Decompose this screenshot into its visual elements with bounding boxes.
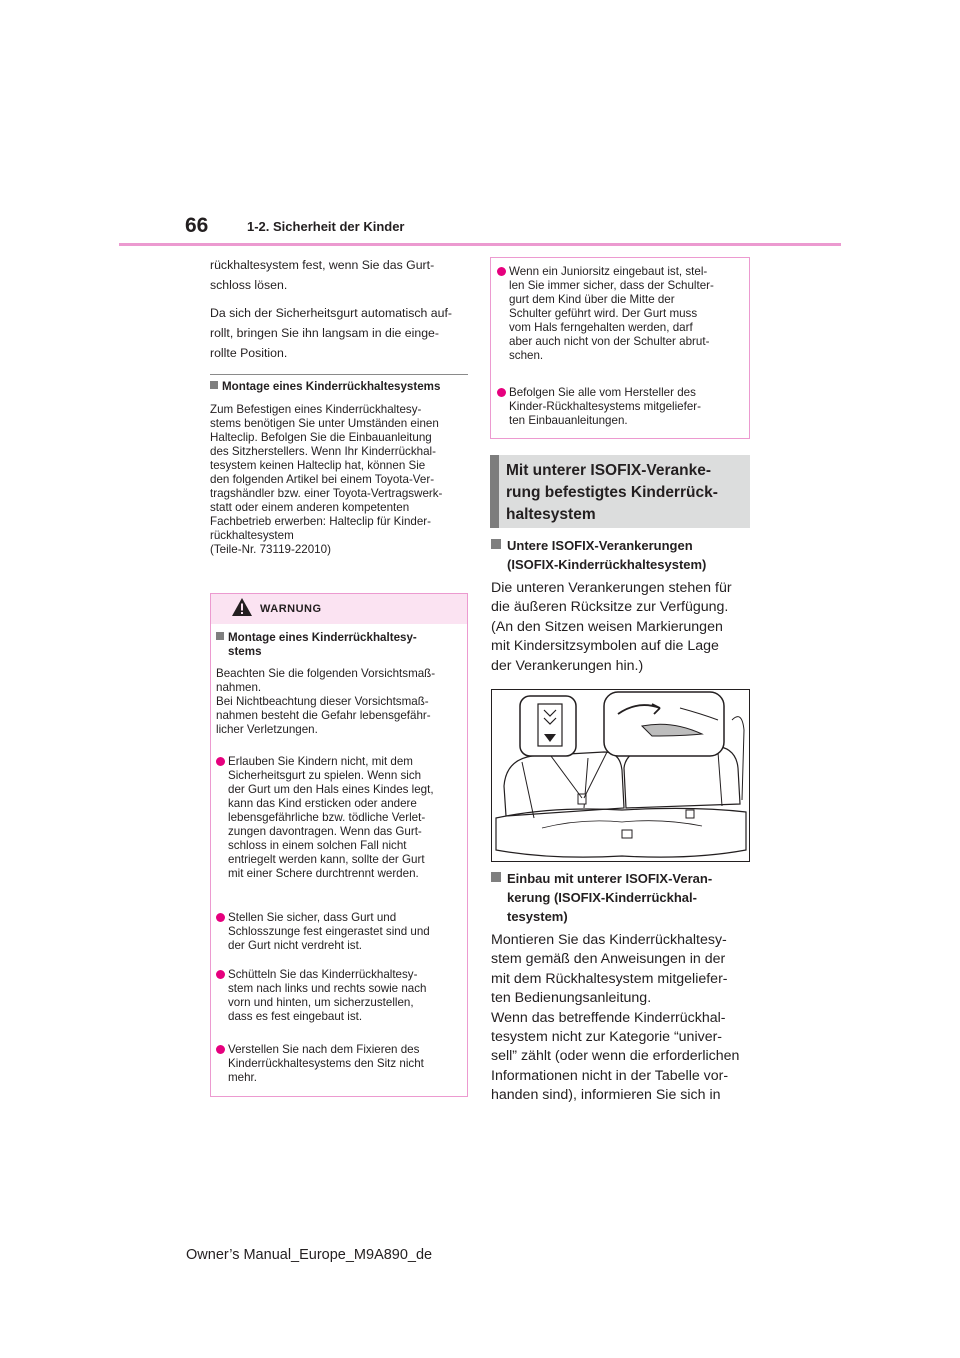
text-line: Da sich der Sicherheitsgurt automatisch auf- xyxy=(210,306,452,320)
text-line: sell” zählt (oder wenn die erforderlichen xyxy=(491,1048,740,1065)
pink-bullet-icon xyxy=(497,388,506,397)
text-line: Fachbetrieb erwerben: Halteclip für Kinder- xyxy=(210,515,432,528)
text-line: tesystem keinen Halteclip hat, können Sie xyxy=(210,459,426,472)
text-line: Die unteren Verankerungen stehen für xyxy=(491,580,732,596)
square-bullet-icon xyxy=(491,539,501,549)
text-line: stem gemäß den Anweisungen in der xyxy=(491,951,726,968)
pink-bullet-icon xyxy=(216,757,225,766)
text-line: handen sind), informieren Sie sich in xyxy=(491,1087,721,1104)
text-line: licher Verletzungen. xyxy=(216,723,318,736)
text-line: Wenn das betreffende Kinderrückhal- xyxy=(491,1009,726,1026)
text-line: (Teile-Nr. 73119-22010) xyxy=(210,543,331,556)
text-line: Zum Befestigen eines Kinderrückhaltesy- xyxy=(210,403,422,416)
text-line: ten Bedienungsanleitung. xyxy=(491,990,652,1007)
square-bullet-icon xyxy=(491,872,501,882)
warning-title: WARNUNG xyxy=(260,603,322,615)
footer-text: Owner’s Manual_Europe_M9A890_de xyxy=(186,1247,433,1263)
subheading-installation: Einbau mit unterer ISOFIX-Veran- kerung (ISOFIX-Kinderrückhal- tesystem) xyxy=(491,869,751,926)
pink-bullet-icon xyxy=(216,1045,225,1054)
box-bullet-1: Wenn ein Juniorsitz eingebaut ist, stel- len Sie immer sicher, dass der Schulter- gurt dem Kind über die Mitte der Schulter geführt wird. Der Gurt muss vom Hals ferngehalten werden, darf aber auch nicht von der Schulter abrut- schen. xyxy=(497,265,745,363)
text-line: Beachten Sie die folgenden Vorsichtsmaß- xyxy=(216,667,436,680)
text-line: tesystem nicht zur Kategorie “univer- xyxy=(491,1029,723,1046)
pink-bullet-icon xyxy=(216,913,225,922)
warning-bullet-3: Schütteln Sie das Kinderrückhaltesy- stem nach links und rechts sowie nach vorn und hinten, um sicherzustellen, dass es fest eingebaut ist. xyxy=(216,968,462,1024)
text-line: statt oder einem anderen kompetenten xyxy=(210,501,410,514)
text-line: rollte Position. xyxy=(210,346,288,360)
square-bullet-icon xyxy=(210,381,218,389)
isofix-seat-illustration xyxy=(491,689,750,862)
text-line: Montieren Sie das Kinderrückhaltesy- xyxy=(491,932,727,948)
warning-bullet-4: Verstellen Sie nach dem Fixieren des Kinderrückhaltesystems den Sitz nicht mehr. xyxy=(216,1043,462,1085)
section-title: 1-2. Sicherheit der Kinder xyxy=(247,219,405,234)
installation-paragraph xyxy=(491,931,751,1106)
text-line: Bei Nichtbeachtung dieser Vorsichtsmaß- xyxy=(216,695,429,708)
text-line: schloss lösen. xyxy=(210,278,288,292)
page-number: 66 xyxy=(185,214,209,237)
pink-bullet-icon xyxy=(497,267,506,276)
text-line: mit Kindersitzsymbolen auf die Lage xyxy=(491,638,719,655)
warning-subheading: Montage eines Kinderrückhaltesy- stems xyxy=(216,631,462,659)
isofix-heading: Mit unterer ISOFIX-Veranke- rung befestigtes Kinderrück- haltesystem xyxy=(506,462,718,523)
text-line: rückhaltesystem xyxy=(210,529,294,542)
square-bullet-icon xyxy=(216,632,224,640)
anchors-paragraph xyxy=(491,579,751,676)
warning-bullet-2: Stellen Sie sicher, dass Gurt und Schlosszunge fest eingerastet sind und der Gurt nicht verdreht ist. xyxy=(216,911,462,953)
mount-heading: Montage eines Kinderrückhaltesystems xyxy=(210,380,468,393)
text-line: Halteclip. Befolgen Sie die Einbauanleitung xyxy=(210,431,432,444)
text-line: den folgenden Artikel bei einem Toyota-Ver- xyxy=(210,473,435,486)
text-line: rückhaltesystem fest, wenn Sie das Gurt- xyxy=(210,258,435,272)
subheading-lower-anchors: Untere ISOFIX-Verankerungen (ISOFIX-Kinderrückhaltesystem) xyxy=(491,536,751,574)
intro-paragraph xyxy=(210,255,468,363)
section-divider xyxy=(210,374,468,375)
text-line: der Verankerungen hin.) xyxy=(491,657,644,674)
text-line: nahmen. xyxy=(216,681,262,694)
heading-accent-bar xyxy=(490,455,499,528)
mount-paragraph xyxy=(210,403,468,557)
box-bullet-2: Befolgen Sie alle vom Hersteller des Kinder-Rückhaltesystems mitgeliefer- ten Einbauanleitungen. xyxy=(497,386,745,428)
text-line: (An den Sitzen weisen Markierungen xyxy=(491,618,723,635)
warning-triangle-icon xyxy=(231,597,253,617)
text-line: die äußeren Rücksitze zur Verfügung. xyxy=(491,599,729,616)
text-line: Informationen nicht in der Tabelle vor- xyxy=(491,1067,729,1084)
text-line: des Sitzherstellers. Wenn Ihr Kinderrückhal- xyxy=(210,445,436,458)
text-line: nahmen besteht die Gefahr lebensgefähr- xyxy=(216,709,431,722)
text-line: rollt, bringen Sie ihn langsam in die einge- xyxy=(210,326,439,340)
header-rule xyxy=(119,243,841,246)
text-line: tragshändler bzw. einer Toyota-Vertragswerk- xyxy=(210,487,443,500)
text-line: mit dem Rückhaltesystem mitgeliefer- xyxy=(491,970,728,987)
pink-bullet-icon xyxy=(216,970,225,979)
warning-bullet-1: Erlauben Sie Kindern nicht, mit dem Sicherheitsgurt zu spielen. Wenn sich der Gurt um den Hals eines Kindes legt, kann das Kind ersticken oder andere lebensgefährliche bzw. tödliche Verlet- zungen davontragen. Wenn das Gurt- schloss in einem solchen Fall nicht entriegelt werden kann, sollte der Gurt mit einer Schere durchtrennt werden. xyxy=(216,755,462,881)
warning-intro xyxy=(216,667,462,737)
text-line: stems benötigen Sie unter Umständen einen xyxy=(210,417,439,430)
